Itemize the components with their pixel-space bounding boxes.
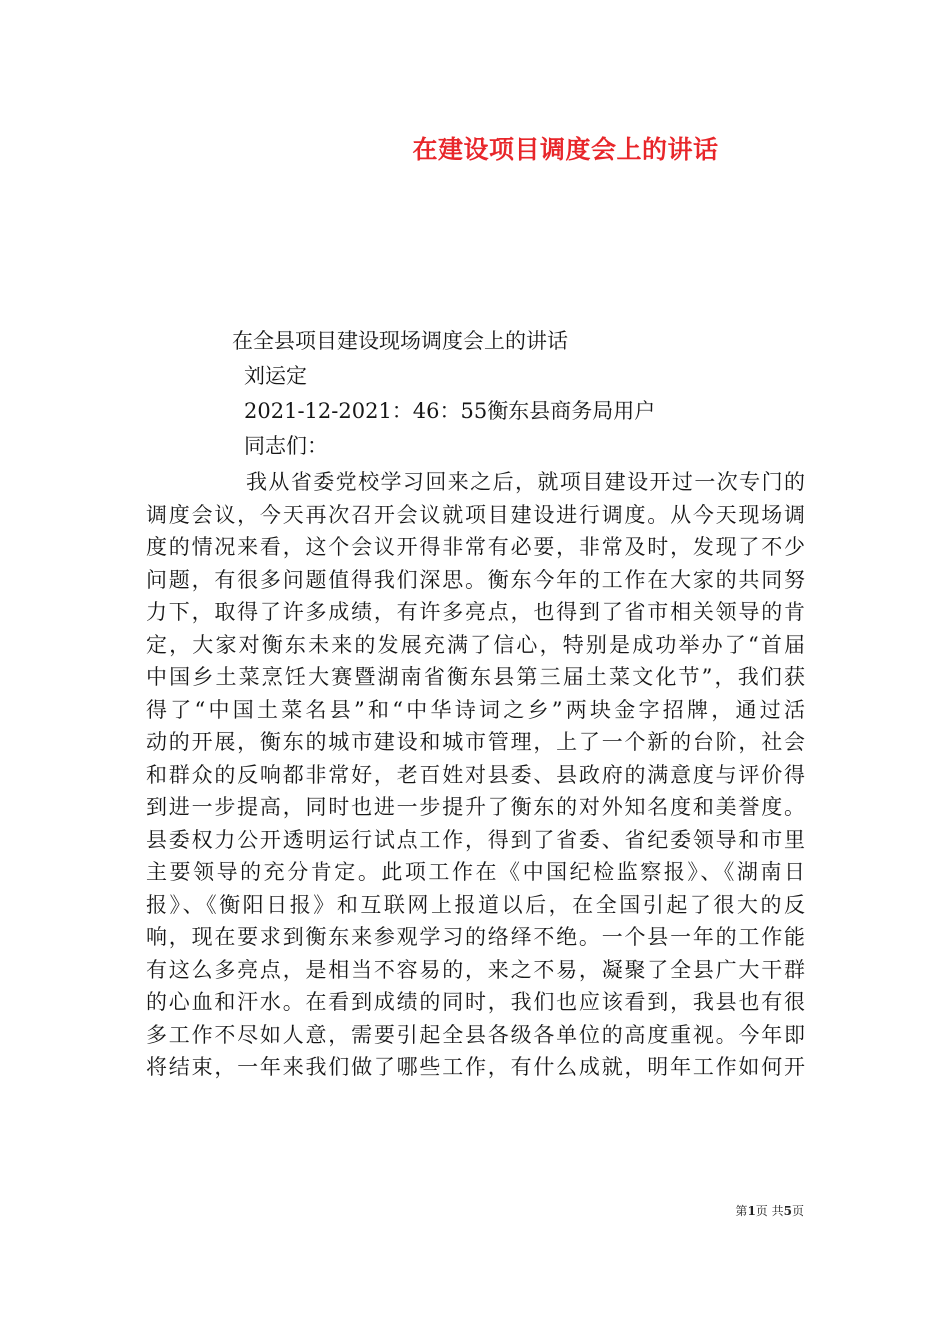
salutation: 同志们： [244,434,328,458]
paragraph-line: 动的开展，衡东的城市建设和城市管理，上了一个新的台阶，社会 [146,730,805,754]
paragraph-line: 度的情况来看，这个会议开得非常有必要，非常及时，发现了不少 [146,535,805,559]
paragraph-line: 中国乡土菜烹饪大赛暨湖南省衡东县第三届土菜文化节”，我们获 [146,665,805,689]
paragraph-line: 问题，有很多问题值得我们深思。衡东今年的工作在大家的共同努 [146,567,805,592]
paragraph-line: 到进一步提高，同时也进一步提升了衡东的对外知名度和美誉度。 [146,795,805,819]
paragraph-line: 将结束，一年来我们做了哪些工作，有什么成就，明年工作如何开 [146,1055,805,1079]
paragraph-line: 的心血和汗水。在看到成绩的同时，我们也应该看到，我县也有很 [146,990,805,1014]
body-paragraph [146,466,805,1084]
page-number-footer [735,1203,804,1219]
paragraph-line: 响，现在要求到衡东来参观学习的络绎不绝。一个县一年的工作能 [146,925,805,949]
paragraph-line: 和群众的反响都非常好，老百姓对县委、县政府的满意度与评价得 [146,762,805,787]
total-page-count: 5 [783,1204,792,1218]
footer-suffix: 页 [791,1204,804,1218]
paragraph-line: 多工作不尽如人意，需要引起全县各级各单位的高度重视。今年即 [146,1022,805,1047]
paragraph-line: 报》、《衡阳日报》和互联网上报道以后，在全国引起了很大的反 [146,892,805,917]
document-title: 在建设项目调度会上的讲话 [412,135,719,164]
paragraph-line: 定，大家对衡东未来的发展充满了信心，特别是成功举办了“首届 [146,632,805,657]
paragraph-line: 得了“中国土菜名县”和“中华诗词之乡”两块金字招牌，通过活 [146,697,805,722]
paragraph-line: 调度会议，今天再次召开会议就项目建设进行调度。从今天现场调 [146,502,805,527]
footer-prefix: 第 [735,1204,748,1218]
footer-middle: 页 共 [755,1204,784,1218]
meta-line: 2021-12-2021：46：55衡东县商务局用户 [244,399,656,423]
current-page-number: 1 [747,1204,756,1218]
paragraph-line: 有这么多亮点，是相当不容易的，来之不易，凝聚了全县广大干群 [146,957,805,982]
paragraph-line: 县委权力公开透明运行试点工作，得到了省委、省纪委领导和市里 [146,827,805,852]
author-name: 刘运定 [244,364,307,388]
paragraph-line: 力下，取得了许多成绩，有许多亮点，也得到了省市相关领导的肯 [146,600,805,624]
paragraph-line: 我从省委党校学习回来之后，就项目建设开过一次专门的 [246,470,805,494]
paragraph-line: 主要领导的充分肯定。此项工作在《中国纪检监察报》、《湖南日 [146,860,805,884]
document-subtitle: 在全县项目建设现场调度会上的讲话 [232,329,568,353]
